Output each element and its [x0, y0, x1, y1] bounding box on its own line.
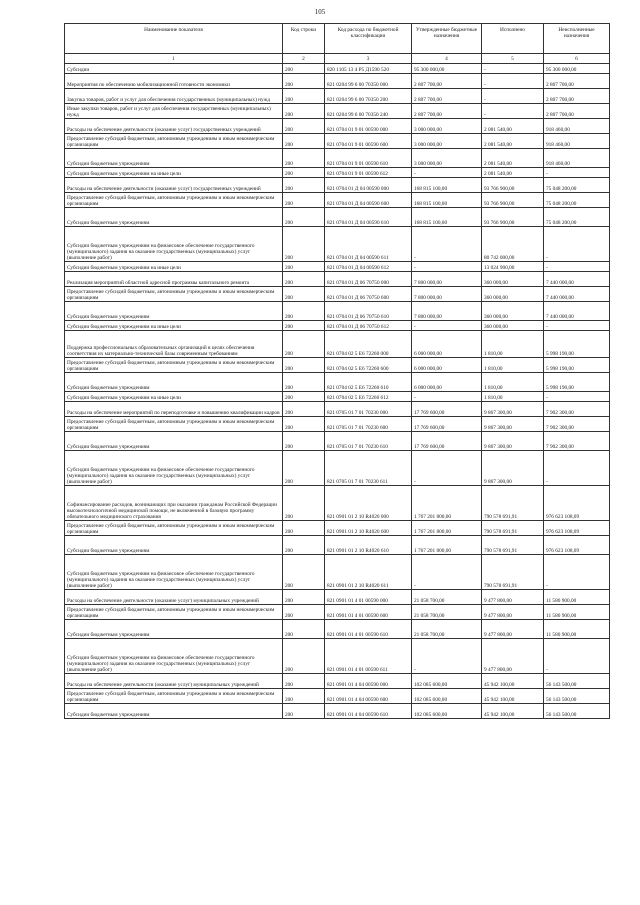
table-row	[65, 689, 610, 704]
row-classification-code: 821 0901 01 4 01 00590 611	[325, 639, 412, 674]
row-classification-code: 821 0901 01 2 10 R4020 000	[325, 486, 412, 521]
row-name: Расходы на обеспечение деятельности (оказание услуг) государственных учреждений	[65, 119, 283, 134]
table-row	[65, 272, 610, 287]
row-unexecuted-amount: 11 580 900,00	[544, 590, 610, 605]
row-classification-code: 821 0901 01 4 01 00590 600	[325, 605, 412, 620]
row-name: Субсидии бюджетным учреждениям на иные цели	[65, 392, 283, 402]
row-unexecuted-amount: 7 902 300,00	[544, 432, 610, 451]
row-name: Субсидии бюджетным учреждениям	[65, 149, 283, 168]
row-approved-amount: 7 800 000,00	[412, 287, 482, 302]
row-approved-amount: 95 300 000,00	[412, 64, 482, 74]
row-executed-amount: 1 810,00	[482, 358, 544, 373]
row-executed-amount: 790 578 691,91	[482, 536, 544, 555]
row-executed-amount: 360 000,00	[482, 272, 544, 287]
row-line-code: 200	[283, 104, 325, 119]
row-line-code: 200	[283, 521, 325, 536]
table-row	[65, 178, 610, 193]
table-row	[65, 134, 610, 149]
row-executed-amount: 2 081 540,00	[482, 168, 544, 178]
row-classification-code: 821 0901 01 4 01 00590 610	[325, 620, 412, 639]
table-row	[65, 89, 610, 104]
table-row	[65, 521, 610, 536]
row-name: Субсидии	[65, 64, 283, 74]
row-approved-amount: 168 815 100,00	[412, 208, 482, 227]
row-line-code: 200	[283, 134, 325, 149]
row-line-code: 200	[283, 89, 325, 104]
row-executed-amount: 93 766 900,00	[482, 178, 544, 193]
row-executed-amount: 9 867 300,00	[482, 402, 544, 417]
row-executed-amount: 45 942 100,00	[482, 674, 544, 689]
row-unexecuted-amount: 7 440 000,00	[544, 302, 610, 321]
row-unexecuted-amount: 95 300 000,00	[544, 64, 610, 74]
table-row	[65, 555, 610, 590]
row-unexecuted-amount: -	[544, 451, 610, 486]
row-unexecuted-amount: 56 143 500,00	[544, 704, 610, 719]
row-executed-amount: 9 477 800,00	[482, 620, 544, 639]
row-approved-amount: -	[412, 451, 482, 486]
row-name: Софинансирование расходов, возникающих при оказании гражданам Российской Федерации высокотехнологичной медицинской помощи, не включенной в базовую программу обязательного медицинского страхования	[65, 486, 283, 521]
row-classification-code: 821 0704 02 5 Е6 72260 000	[325, 331, 412, 358]
row-line-code: 200	[283, 262, 325, 272]
table-row	[65, 536, 610, 555]
row-name: Субсидии бюджетным учреждениям	[65, 432, 283, 451]
row-unexecuted-amount: 11 580 900,00	[544, 620, 610, 639]
row-line-code: 200	[283, 321, 325, 331]
table-row	[65, 331, 610, 358]
row-executed-amount: 93 766 900,00	[482, 193, 544, 208]
row-unexecuted-amount: 5 998 190,00	[544, 373, 610, 392]
row-executed-amount: 360 000,00	[482, 321, 544, 331]
row-approved-amount: -	[412, 168, 482, 178]
row-line-code: 200	[283, 674, 325, 689]
row-classification-code: 821 0704 01 9 01 00590 600	[325, 134, 412, 149]
row-name: Расходы на обеспечение деятельности (оказание услуг) государственных учреждений	[65, 178, 283, 193]
row-name: Предоставление субсидий бюджетным, автономным учреждениям и иным некоммерческим организациям	[65, 193, 283, 208]
row-name: Предоставление субсидий бюджетным, автономным учреждениям и иным некоммерческим организациям	[65, 358, 283, 373]
header-indicator-name: Наименование показателя	[65, 24, 283, 54]
column-number: 2	[283, 54, 325, 64]
table-row	[65, 392, 610, 402]
row-approved-amount: 1 767 201 800,00	[412, 521, 482, 536]
row-unexecuted-amount: 976 623 108,09	[544, 486, 610, 521]
row-name: Субсидии бюджетным учреждениям	[65, 704, 283, 719]
row-unexecuted-amount: -	[544, 321, 610, 331]
row-unexecuted-amount: 56 143 500,00	[544, 689, 610, 704]
row-name: Поддержка профессиональных образовательных организаций в целях обеспечения соответствия их материально-технической базы современным требованиям	[65, 331, 283, 358]
row-name: Мероприятия по обеспечению мобилизационной готовности экономики	[65, 74, 283, 89]
row-line-code: 200	[283, 331, 325, 358]
row-unexecuted-amount: 7 440 000,00	[544, 287, 610, 302]
row-unexecuted-amount: -	[544, 262, 610, 272]
row-unexecuted-amount: 75 048 200,00	[544, 193, 610, 208]
row-approved-amount: 3 000 000,00	[412, 149, 482, 168]
row-unexecuted-amount: -	[544, 639, 610, 674]
column-number-row	[65, 54, 610, 64]
page-number: 105	[314, 8, 326, 16]
header-executed: Исполнено	[482, 24, 544, 54]
row-unexecuted-amount: -	[544, 168, 610, 178]
row-approved-amount: -	[412, 639, 482, 674]
row-executed-amount: 13 024 900,00	[482, 262, 544, 272]
row-classification-code: 821 0704 01 Д 04 00590 610	[325, 208, 412, 227]
table-row	[65, 432, 610, 451]
row-executed-amount: 9 867 300,00	[482, 417, 544, 432]
row-classification-code: 821 0704 01 Д 06 70750 610	[325, 302, 412, 321]
row-unexecuted-amount: 5 998 190,00	[544, 331, 610, 358]
row-unexecuted-amount: 7 902 300,00	[544, 402, 610, 417]
row-name: Предоставление субсидий бюджетным, автономным учреждениям и иным некоммерческим организациям	[65, 521, 283, 536]
row-line-code: 200	[283, 119, 325, 134]
row-line-code: 200	[283, 178, 325, 193]
row-executed-amount: 9 477 800,00	[482, 590, 544, 605]
row-line-code: 200	[283, 451, 325, 486]
row-approved-amount: 6 000 000,00	[412, 358, 482, 373]
row-name: Субсидии бюджетным учреждениям	[65, 536, 283, 555]
row-classification-code: 821 0704 01 Д 04 00590 611	[325, 227, 412, 262]
row-line-code: 200	[283, 392, 325, 402]
row-approved-amount: -	[412, 227, 482, 262]
row-line-code: 200	[283, 168, 325, 178]
table-row	[65, 168, 610, 178]
row-approved-amount: -	[412, 392, 482, 402]
header-approved: Утвержденные бюджетные назначения	[412, 24, 482, 54]
row-executed-amount: 790 578 691,91	[482, 486, 544, 521]
budget-execution-table	[64, 23, 610, 719]
row-executed-amount: 360 000,00	[482, 302, 544, 321]
row-classification-code: 821 0901 01 4 04 00590 600	[325, 689, 412, 704]
header-line-code: Код строки	[283, 24, 325, 54]
row-approved-amount: 17 769 600,00	[412, 432, 482, 451]
row-classification-code: 821 0204 99 6 00 70350 200	[325, 89, 412, 104]
table-row	[65, 451, 610, 486]
row-classification-code: 821 0704 01 9 01 00590 612	[325, 168, 412, 178]
row-unexecuted-amount: 976 623 108,09	[544, 536, 610, 555]
row-line-code: 200	[283, 402, 325, 417]
row-line-code: 200	[283, 605, 325, 620]
table-row	[65, 104, 610, 119]
row-unexecuted-amount: 918 460,00	[544, 119, 610, 134]
row-name: Предоставление субсидий бюджетным, автономным учреждениям и иным некоммерческим организациям	[65, 689, 283, 704]
row-executed-amount: 2 081 540,00	[482, 119, 544, 134]
row-approved-amount: 7 800 000,00	[412, 302, 482, 321]
row-executed-amount: 1 810,00	[482, 373, 544, 392]
table-row	[65, 74, 610, 89]
row-classification-code: 821 0704 01 Д 04 00590 612	[325, 262, 412, 272]
row-approved-amount: 1 767 201 800,00	[412, 536, 482, 555]
row-name: Расходы на обеспечение мероприятий по переподготовке и повышению квалификации кадров	[65, 402, 283, 417]
row-classification-code: 821 0901 01 2 10 R4020 600	[325, 521, 412, 536]
row-line-code: 200	[283, 590, 325, 605]
row-classification-code: 821 0704 01 Д 06 70750 000	[325, 272, 412, 287]
row-executed-amount: 9 867 300,00	[482, 451, 544, 486]
row-line-code: 200	[283, 486, 325, 521]
row-classification-code: 821 0704 01 Д 06 70750 612	[325, 321, 412, 331]
row-line-code: 200	[283, 704, 325, 719]
row-approved-amount: 3 000 000,00	[412, 119, 482, 134]
row-unexecuted-amount: 75 048 200,00	[544, 208, 610, 227]
row-unexecuted-amount: 2 807 700,00	[544, 104, 610, 119]
row-unexecuted-amount: -	[544, 392, 610, 402]
row-unexecuted-amount: 976 623 108,09	[544, 521, 610, 536]
row-executed-amount: 45 942 100,00	[482, 704, 544, 719]
row-unexecuted-amount: 5 998 190,00	[544, 358, 610, 373]
column-number: 4	[412, 54, 482, 64]
row-executed-amount: 9 477 800,00	[482, 639, 544, 674]
row-line-code: 200	[283, 417, 325, 432]
row-approved-amount: 102 085 600,00	[412, 674, 482, 689]
row-unexecuted-amount: 918 460,00	[544, 149, 610, 168]
row-classification-code: 821 0901 01 2 10 R4020 611	[325, 555, 412, 590]
row-name: Субсидии бюджетным учреждениям на иные цели	[65, 168, 283, 178]
row-unexecuted-amount: 7 440 000,00	[544, 272, 610, 287]
row-name: Предоставление субсидий бюджетным, автономным учреждениям и иным некоммерческим организациям	[65, 417, 283, 432]
row-name: Субсидии бюджетным учреждениям на иные цели	[65, 321, 283, 331]
row-approved-amount: -	[412, 262, 482, 272]
row-approved-amount: 21 058 700,00	[412, 620, 482, 639]
row-unexecuted-amount: 11 580 900,00	[544, 605, 610, 620]
table-row	[65, 119, 610, 134]
row-classification-code: 821 0705 01 7 01 70230 611	[325, 451, 412, 486]
row-name: Предоставление субсидий бюджетным, автономным учреждениям и иным некоммерческим организациям	[65, 287, 283, 302]
column-number: 3	[325, 54, 412, 64]
row-executed-amount: 9 867 300,00	[482, 432, 544, 451]
row-approved-amount: 6 000 000,00	[412, 331, 482, 358]
row-executed-amount: 1 810,00	[482, 392, 544, 402]
header-budget-classification: Код расхода по бюджетной классификации	[325, 24, 412, 54]
row-line-code: 200	[283, 639, 325, 674]
row-unexecuted-amount: -	[544, 555, 610, 590]
row-name: Субсидии бюджетным учреждениям	[65, 302, 283, 321]
row-unexecuted-amount: 56 143 500,00	[544, 674, 610, 689]
row-classification-code: 821 0704 01 Д 04 00590 000	[325, 178, 412, 193]
row-classification-code: 821 0901 01 4 04 00590 000	[325, 674, 412, 689]
row-line-code: 200	[283, 555, 325, 590]
row-executed-amount: 1 810,00	[482, 331, 544, 358]
table-row	[65, 208, 610, 227]
table-body	[65, 64, 610, 719]
row-line-code: 200	[283, 227, 325, 262]
column-number: 1	[65, 54, 283, 64]
row-classification-code: 820 1105 13 4 Р5 Д1590 520	[325, 64, 412, 74]
row-line-code: 200	[283, 689, 325, 704]
row-line-code: 200	[283, 64, 325, 74]
row-approved-amount: 17 769 600,00	[412, 402, 482, 417]
row-line-code: 200	[283, 358, 325, 373]
row-name: Реализация мероприятий областной адресной программы капитального ремонта	[65, 272, 283, 287]
row-name: Субсидии бюджетным учреждениям на финансовое обеспечение государственного (муниципального) задания на оказание государственных (муниципальных) услуг (выполнение работ)	[65, 639, 283, 674]
table-row	[65, 402, 610, 417]
row-classification-code: 821 0704 01 Д 04 00590 600	[325, 193, 412, 208]
row-executed-amount: 360 000,00	[482, 287, 544, 302]
row-name: Предоставление субсидий бюджетным, автономным учреждениям и иным некоммерческим организациям	[65, 605, 283, 620]
row-approved-amount: 17 769 600,00	[412, 417, 482, 432]
table-row	[65, 590, 610, 605]
row-executed-amount: 790 578 691,91	[482, 521, 544, 536]
row-line-code: 200	[283, 432, 325, 451]
table-row	[65, 674, 610, 689]
row-line-code: 200	[283, 620, 325, 639]
table-row	[65, 321, 610, 331]
row-line-code: 200	[283, 373, 325, 392]
row-name: Субсидии бюджетным учреждениям на иные цели	[65, 262, 283, 272]
row-name: Предоставление субсидий бюджетным, автономным учреждениям и иным некоммерческим организациям	[65, 134, 283, 149]
row-approved-amount: 1 767 201 800,00	[412, 486, 482, 521]
row-classification-code: 821 0704 02 5 Е6 72260 610	[325, 373, 412, 392]
row-executed-amount: 790 578 691,91	[482, 555, 544, 590]
row-classification-code: 821 0204 99 6 00 70350 240	[325, 104, 412, 119]
row-approved-amount: 168 815 100,00	[412, 193, 482, 208]
row-approved-amount: 6 000 000,00	[412, 373, 482, 392]
header-unexecuted: Неисполненные назначения	[544, 24, 610, 54]
row-name: Иные закупки товаров, работ и услуг для обеспечения государственных (муниципальных) нужд	[65, 104, 283, 119]
row-classification-code: 821 0705 01 7 01 70230 600	[325, 417, 412, 432]
table-row	[65, 639, 610, 674]
row-unexecuted-amount: 918 460,00	[544, 134, 610, 149]
row-approved-amount: 102 085 600,00	[412, 704, 482, 719]
row-executed-amount: 2 081 540,00	[482, 149, 544, 168]
row-approved-amount: 7 800 000,00	[412, 272, 482, 287]
row-classification-code: 821 0704 01 9 01 00590 610	[325, 149, 412, 168]
row-name: Субсидии бюджетным учреждениям	[65, 208, 283, 227]
row-line-code: 200	[283, 149, 325, 168]
table-row	[65, 193, 610, 208]
column-number: 5	[482, 54, 544, 64]
row-line-code: 200	[283, 193, 325, 208]
row-executed-amount: -	[482, 89, 544, 104]
row-classification-code: 821 0901 01 4 01 00590 000	[325, 590, 412, 605]
row-executed-amount: 93 766 900,00	[482, 208, 544, 227]
row-unexecuted-amount: 2 807 700,00	[544, 74, 610, 89]
row-classification-code: 821 0705 01 7 01 70230 000	[325, 402, 412, 417]
table-row	[65, 373, 610, 392]
row-approved-amount: 102 085 600,00	[412, 689, 482, 704]
row-line-code: 200	[283, 536, 325, 555]
table-row	[65, 227, 610, 262]
row-name: Субсидии бюджетным учреждениям	[65, 620, 283, 639]
row-approved-amount: -	[412, 321, 482, 331]
table-row	[65, 358, 610, 373]
row-executed-amount: -	[482, 74, 544, 89]
row-approved-amount: 3 000 000,00	[412, 134, 482, 149]
row-name: Расходы на обеспечение деятельности (оказание услуг) муниципальных учреждений	[65, 590, 283, 605]
table-row	[65, 620, 610, 639]
row-line-code: 200	[283, 287, 325, 302]
row-line-code: 200	[283, 208, 325, 227]
row-classification-code: 821 0901 01 2 10 R4020 610	[325, 536, 412, 555]
table-row	[65, 302, 610, 321]
row-classification-code: 821 0704 01 Д 06 70750 600	[325, 287, 412, 302]
row-line-code: 200	[283, 272, 325, 287]
table-row	[65, 704, 610, 719]
row-unexecuted-amount: -	[544, 227, 610, 262]
row-approved-amount: 21 058 700,00	[412, 605, 482, 620]
row-approved-amount: 2 807 700,00	[412, 74, 482, 89]
row-classification-code: 821 0705 01 7 01 70230 610	[325, 432, 412, 451]
row-classification-code: 821 0204 99 6 00 70350 000	[325, 74, 412, 89]
row-executed-amount: 9 477 800,00	[482, 605, 544, 620]
row-classification-code: 821 0704 02 5 Е6 72260 612	[325, 392, 412, 402]
row-name: Субсидии бюджетным учреждениям на финансовое обеспечение государственного (муниципального) задания на оказание государственных (муниципальных) услуг (выполнение работ)	[65, 451, 283, 486]
table-row	[65, 149, 610, 168]
row-unexecuted-amount: 7 902 300,00	[544, 417, 610, 432]
column-number: 6	[544, 54, 610, 64]
row-name: Субсидии бюджетным учреждениям на финансовое обеспечение государственного (муниципального) задания на оказание государственных (муниципальных) услуг (выполнение работ)	[65, 227, 283, 262]
row-name: Расходы на обеспечение деятельности (оказание услуг) муниципальных учреждений	[65, 674, 283, 689]
table-row	[65, 64, 610, 74]
row-executed-amount: 80 742 000,00	[482, 227, 544, 262]
row-name: Закупка товаров, работ и услуг для обеспечения государственных (муниципальных) нужд	[65, 89, 283, 104]
row-executed-amount: 2 081 540,00	[482, 134, 544, 149]
row-classification-code: 821 0901 01 4 04 00590 610	[325, 704, 412, 719]
row-line-code: 200	[283, 74, 325, 89]
table-row	[65, 605, 610, 620]
row-classification-code: 821 0704 01 9 01 00590 000	[325, 119, 412, 134]
row-approved-amount: 2 807 700,00	[412, 104, 482, 119]
table-row	[65, 486, 610, 521]
table-row	[65, 417, 610, 432]
row-executed-amount: -	[482, 64, 544, 74]
table-row	[65, 287, 610, 302]
row-name: Субсидии бюджетным учреждениям на финансовое обеспечение государственного (муниципального) задания на оказание государственных (муниципальных) услуг (выполнение работ)	[65, 555, 283, 590]
row-approved-amount: 21 058 700,00	[412, 590, 482, 605]
table-row	[65, 262, 610, 272]
row-approved-amount: 2 807 700,00	[412, 89, 482, 104]
row-classification-code: 821 0704 02 5 Е6 72260 600	[325, 358, 412, 373]
row-executed-amount: -	[482, 104, 544, 119]
row-approved-amount: -	[412, 555, 482, 590]
row-unexecuted-amount: 75 048 200,00	[544, 178, 610, 193]
row-unexecuted-amount: 2 807 700,00	[544, 89, 610, 104]
row-executed-amount: 45 942 100,00	[482, 689, 544, 704]
table-header-row	[65, 24, 610, 54]
row-line-code: 200	[283, 302, 325, 321]
row-name: Субсидии бюджетным учреждениям	[65, 373, 283, 392]
row-approved-amount: 168 815 100,00	[412, 178, 482, 193]
